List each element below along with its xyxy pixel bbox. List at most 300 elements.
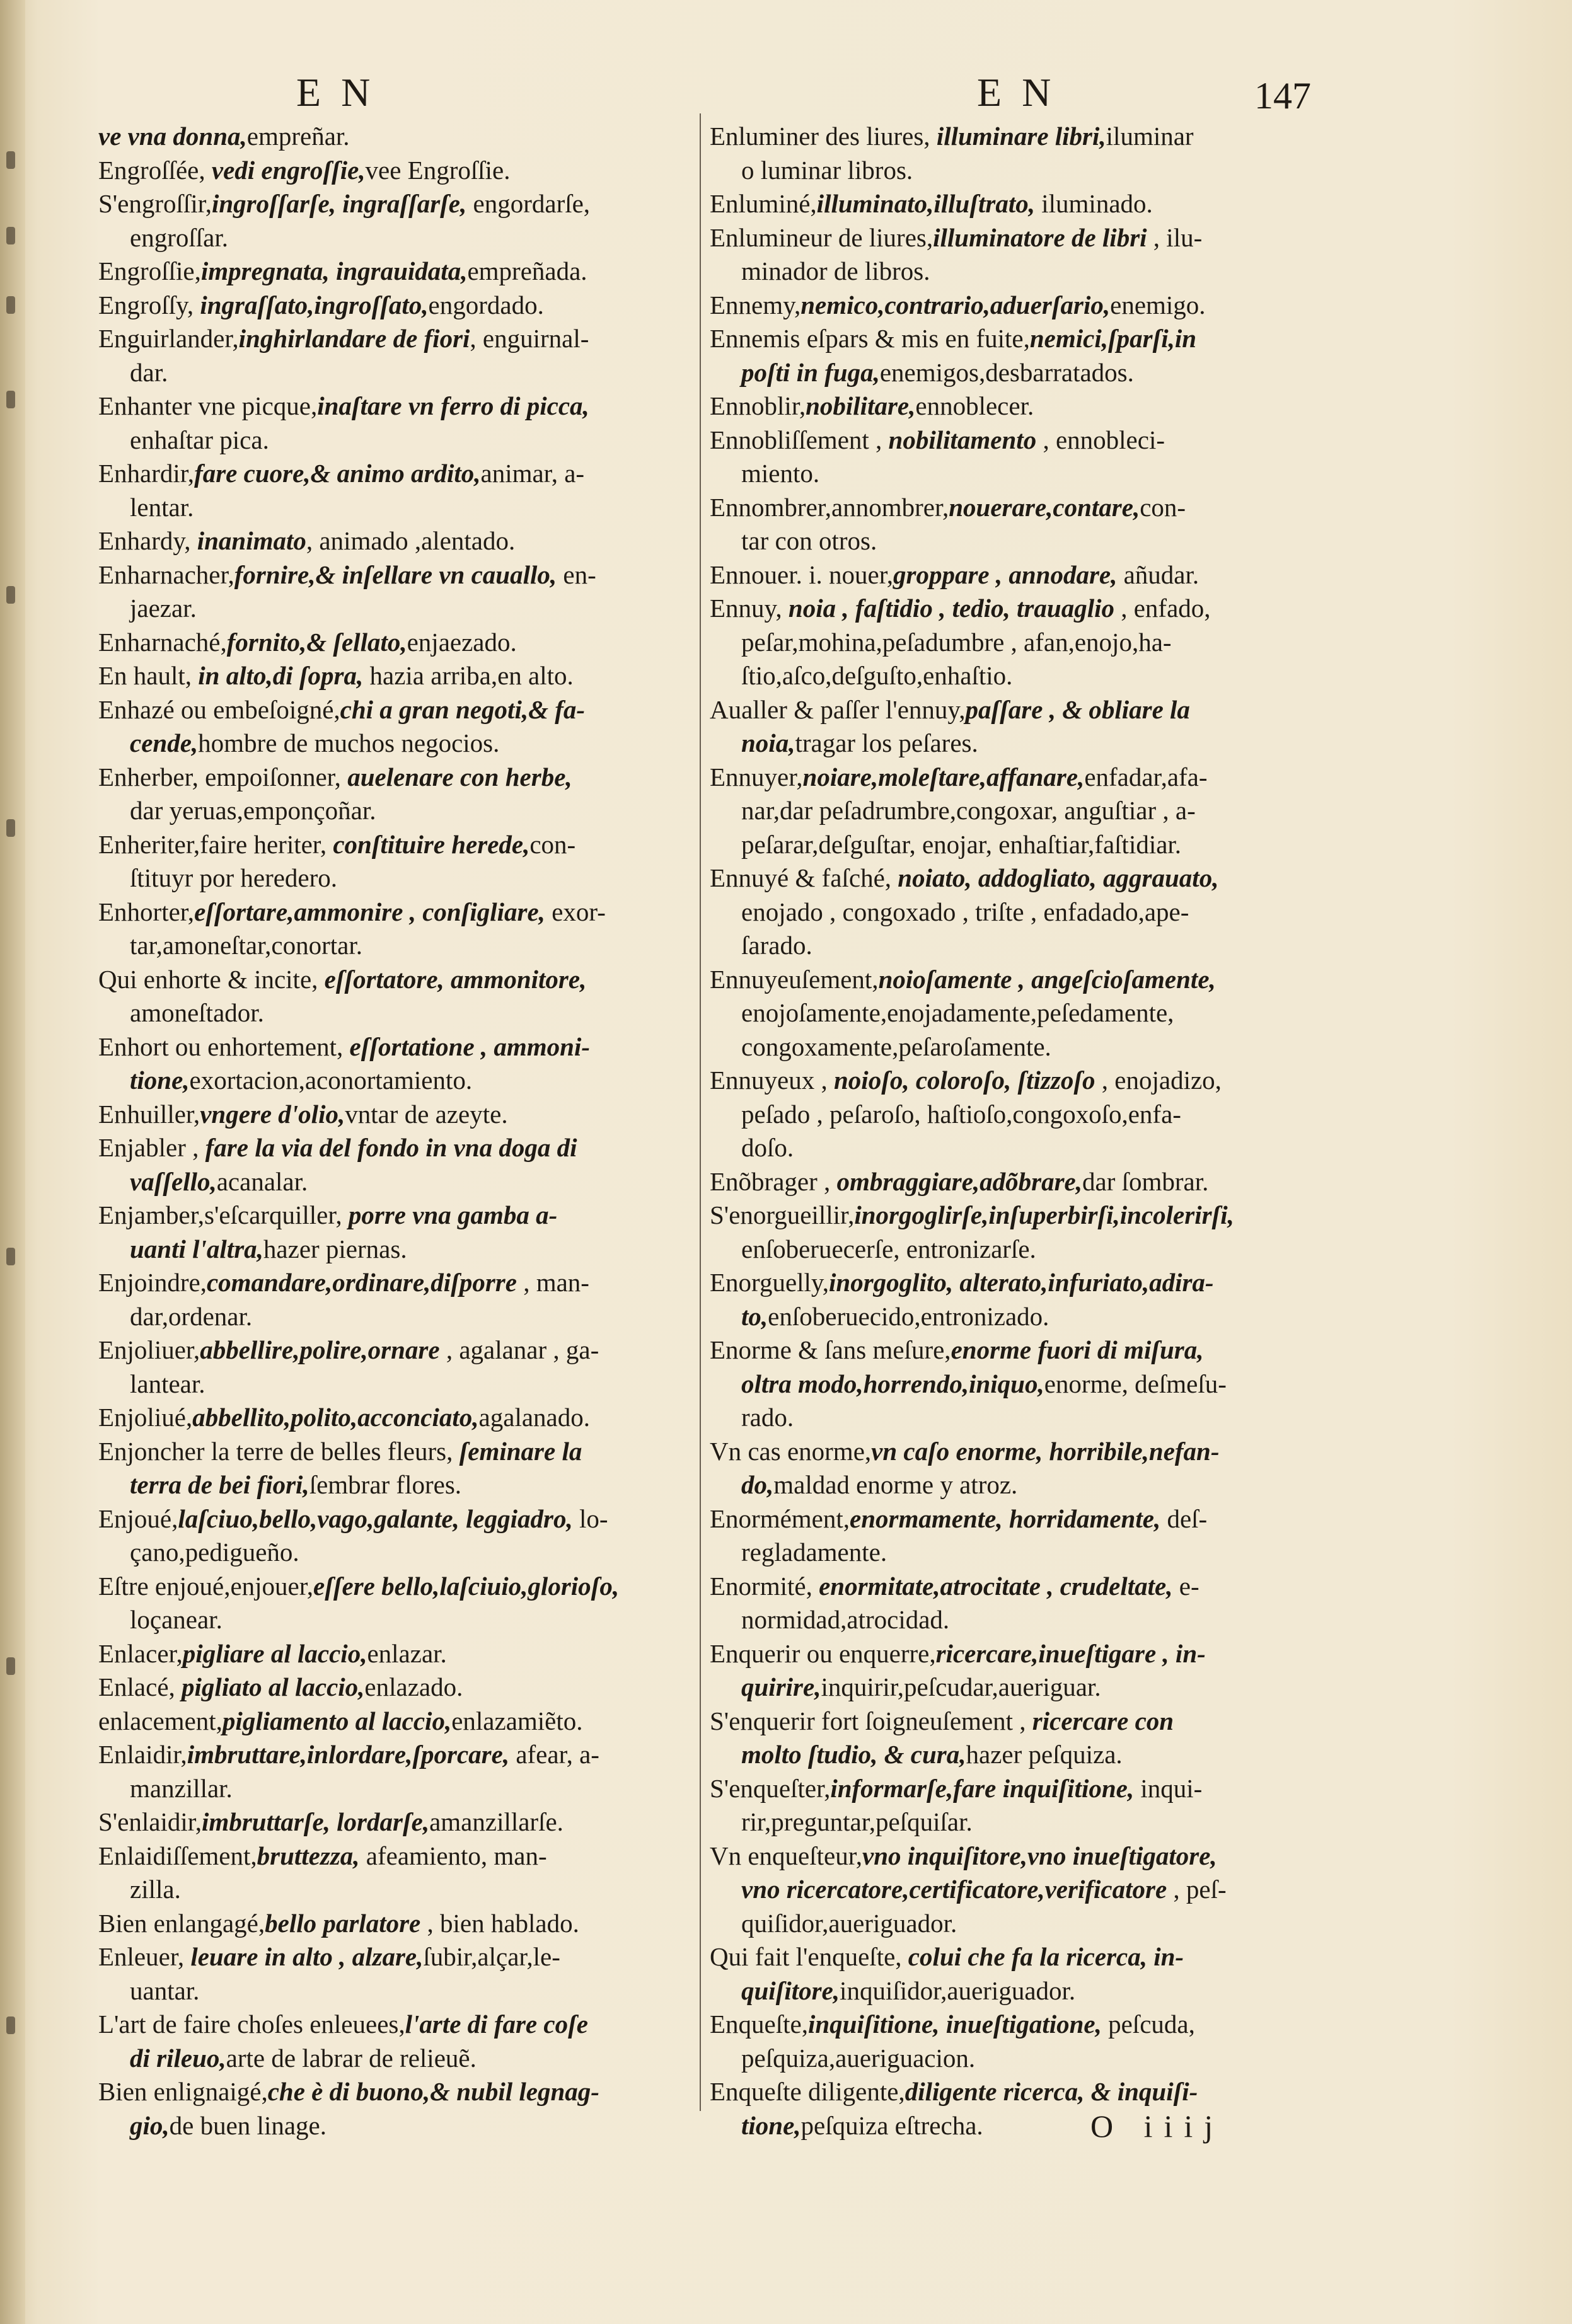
headword-text: ſtio,aſco,deſguſto,enhaſtio.	[741, 661, 1013, 690]
dictionary-line	[98, 1233, 697, 1267]
dictionary-line	[98, 1805, 697, 1839]
italian-gloss: noia,	[741, 728, 795, 757]
headword-text: L'art de faire choſes enleuees,	[98, 2010, 405, 2039]
dictionary-line	[710, 1705, 1315, 1739]
headword-text: Enhardy,	[98, 526, 197, 555]
dictionary-line	[710, 2042, 1315, 2076]
spanish-gloss: inquiſidor,aueriguador.	[840, 1976, 1076, 2005]
headword-text: S'enquerir fort ſoigneuſement ,	[710, 1706, 1032, 1735]
italian-gloss: abbellito,polito,acconciato,	[192, 1403, 479, 1432]
dictionary-line	[98, 491, 697, 525]
headword-text: Enhanter vne picque,	[98, 391, 318, 420]
italian-gloss: eſſere bello,laſciuio,glorioſo,	[313, 1571, 620, 1601]
dictionary-line	[98, 1671, 697, 1705]
italian-gloss: eſſortatione , ammoni-	[349, 1032, 591, 1061]
dictionary-line	[710, 1064, 1315, 1098]
headword-text: Qui enhorte & incite,	[98, 964, 325, 994]
spanish-gloss: peſcuda,	[1101, 2010, 1195, 2039]
dictionary-line	[710, 1131, 1315, 1165]
headword-text: ſtituyr por heredero.	[130, 863, 338, 892]
headword-text: Enquerir ou enquerre,	[710, 1638, 936, 1668]
dictionary-line	[98, 693, 697, 727]
dictionary-line	[710, 963, 1315, 997]
italian-gloss: eſſortatore, ammonitore,	[324, 964, 587, 994]
spanish-gloss: ſembrar flores.	[309, 1470, 462, 1499]
headword-text: tar,amoneſtar,conortar.	[130, 931, 362, 960]
headword-text: doſo.	[741, 1133, 794, 1162]
dictionary-line	[710, 221, 1315, 255]
dictionary-line	[710, 187, 1315, 221]
column-divider	[700, 113, 701, 2111]
dictionary-line	[98, 996, 697, 1030]
dictionary-line	[710, 1300, 1315, 1334]
dictionary-line	[710, 423, 1315, 457]
headword-text: peſado , peſaroſo, haſtioſo,congoxoſo,enfa-	[741, 1099, 1181, 1129]
headword-text: Enormité,	[710, 1571, 819, 1601]
spanish-gloss: hazia arriba,en alto.	[363, 661, 574, 690]
headword-text: Enluminé,	[710, 189, 817, 218]
left-column	[98, 120, 697, 2143]
italian-gloss: informarſe,fare inquiſitione,	[830, 1773, 1135, 1803]
dictionary-line	[98, 1570, 697, 1604]
italian-gloss: conſtituire herede,	[333, 829, 530, 859]
running-header-left: E N	[296, 70, 376, 115]
binding-gutter	[0, 0, 25, 2324]
headword-text: Enjamber,s'eſcarquiller,	[98, 1200, 349, 1229]
headword-text: engroſſar.	[130, 222, 228, 252]
dictionary-line	[710, 1738, 1315, 1772]
dictionary-line	[98, 1603, 697, 1637]
headword-text: Qui fait l'enqueſte,	[710, 1942, 908, 1971]
dictionary-line	[98, 1199, 697, 1233]
dictionary-line	[710, 1165, 1315, 1199]
italian-gloss: leuare in alto , alzare,	[190, 1942, 424, 1971]
headword-text: peſarar,deſguſtar, enojar, enhaſtiar,faſtidiar.	[741, 829, 1182, 859]
italian-gloss: fornire,& inſellare vn cauallo,	[234, 560, 557, 589]
dictionary-line	[98, 1401, 697, 1435]
spanish-gloss: , bien hablado.	[420, 1908, 579, 1938]
italian-gloss: imbruttare,inlordare,ſporcare,	[187, 1740, 510, 1769]
dictionary-line	[98, 1435, 697, 1469]
dictionary-line	[710, 659, 1315, 693]
dictionary-line	[98, 558, 697, 592]
margin-mark	[6, 1248, 15, 1265]
headword-text: Engroſſie,	[98, 256, 201, 285]
headword-text: Ennuyer,	[710, 762, 803, 791]
headword-text: Enluminer des liures,	[710, 122, 937, 151]
italian-gloss: uanti l'altra,	[130, 1234, 263, 1263]
headword-text: o luminar libros.	[741, 155, 913, 185]
italian-gloss: illuminato,illuſtrato,	[816, 189, 1035, 218]
dictionary-line	[710, 1435, 1315, 1469]
italian-gloss: pigliamento al laccio,	[222, 1706, 452, 1735]
signature-mark: O iiij	[1090, 2108, 1225, 2144]
headword-text: Enqueſte,	[710, 2010, 808, 2039]
headword-text: minador de libros.	[741, 256, 930, 285]
headword-text: Enhorter,	[98, 897, 195, 926]
dictionary-line	[98, 322, 697, 356]
headword-text: enojado , congoxado , triſte , enfadado,ape-	[741, 897, 1189, 926]
dictionary-line	[710, 1468, 1315, 1502]
italian-gloss: di rileuo,	[130, 2043, 226, 2073]
spanish-gloss: añudar.	[1117, 560, 1199, 589]
dictionary-line	[710, 2075, 1315, 2109]
headword-text: Enleuer,	[98, 1942, 191, 1971]
italian-gloss: enorme fuori di miſura,	[951, 1335, 1204, 1364]
dictionary-line	[98, 1098, 697, 1132]
headword-text: normidad,atrocidad.	[741, 1605, 950, 1634]
dictionary-line	[98, 761, 697, 795]
spanish-gloss: enlazar.	[367, 1638, 447, 1668]
dictionary-line	[710, 1805, 1315, 1839]
spanish-gloss: enfadar,afa-	[1084, 762, 1208, 791]
headword-text: Enharnacher,	[98, 560, 234, 589]
spanish-gloss: en-	[557, 560, 596, 589]
dictionary-line	[98, 457, 697, 491]
dictionary-line	[98, 2075, 697, 2109]
italian-gloss: fare cuore,& animo ardito,	[194, 459, 481, 488]
headword-text: Vn cas enorme,	[710, 1436, 872, 1466]
italian-gloss: groppare , annodare,	[893, 560, 1118, 589]
dictionary-line	[98, 356, 697, 390]
headword-text: Enõbrager ,	[710, 1166, 837, 1196]
italian-gloss: inorgoglirſe,inſuperbirſi,incolerirſi,	[854, 1200, 1234, 1229]
dictionary-line	[710, 929, 1315, 963]
italian-gloss: fornito,& ſellato,	[226, 627, 407, 657]
dictionary-line	[98, 524, 697, 558]
headword-text: lantear.	[130, 1369, 205, 1398]
dictionary-line	[98, 1974, 697, 2008]
headword-text: uantar.	[130, 1976, 200, 2005]
spanish-gloss: maldad enorme y atroz.	[773, 1470, 1018, 1499]
headword-text: Enlaidiſſement,	[98, 1841, 257, 1870]
spanish-gloss: enemigo.	[1110, 290, 1206, 319]
headword-text: Ennobliſſement ,	[710, 425, 889, 454]
italian-gloss: impregnata, ingrauidata,	[200, 256, 468, 285]
headword-text: miento.	[741, 459, 820, 488]
spanish-gloss: hombre de muchos negocios.	[198, 728, 500, 757]
spanish-gloss: con-	[529, 829, 576, 859]
margin-mark	[6, 151, 15, 169]
italian-gloss: diligente ricerca, & inquiſi-	[904, 2077, 1198, 2106]
dictionary-line	[98, 1738, 697, 1772]
spanish-gloss: amanzillarſe.	[429, 1807, 563, 1836]
dictionary-line	[710, 1536, 1315, 1570]
italian-gloss: quiſitore,	[741, 1976, 840, 2005]
margin-mark	[6, 1657, 15, 1675]
italian-gloss: imbruttarſe, lordarſe,	[202, 1807, 430, 1836]
spanish-gloss: con-	[1140, 492, 1186, 522]
headword-text: rir,preguntar,peſquiſar.	[741, 1807, 973, 1836]
spanish-gloss: enlazamiẽto.	[451, 1706, 583, 1735]
italian-gloss: chi a gran negoti,& fa-	[340, 694, 586, 724]
dictionary-line	[710, 1839, 1315, 1873]
spanish-gloss: lo-	[572, 1504, 608, 1533]
headword-text: Eſtre enjoué,enjouer,	[98, 1571, 314, 1601]
dictionary-line	[710, 1570, 1315, 1604]
dictionary-line	[98, 1772, 697, 1806]
dictionary-line	[710, 761, 1315, 795]
italian-gloss: illuminare libri,	[936, 122, 1106, 151]
italian-gloss: illuminatore de libri	[933, 222, 1147, 252]
dictionary-line	[710, 356, 1315, 390]
headword-text: loçanear.	[130, 1605, 223, 1634]
dictionary-line	[98, 1839, 697, 1873]
dictionary-line	[710, 1367, 1315, 1401]
spanish-gloss: enorme, deſmeſu-	[1044, 1369, 1227, 1398]
dictionary-line	[710, 1772, 1315, 1806]
italian-gloss: laſciuo,bello,vago,galante, leggiadro,	[178, 1504, 573, 1533]
dictionary-line	[710, 996, 1315, 1030]
spanish-gloss: empreñar.	[246, 122, 350, 151]
italian-gloss: oltra modo,horrendo,iniquo,	[741, 1369, 1044, 1398]
headword-text: Ennuyé & faſché,	[710, 863, 898, 892]
spanish-gloss: agalanado.	[478, 1403, 590, 1432]
right-column	[710, 120, 1315, 2143]
spanish-gloss: hazer peſquiza.	[966, 1740, 1123, 1769]
dictionary-line	[98, 1873, 697, 1907]
spanish-gloss: arte de labrar de relieuẽ.	[226, 2043, 477, 2073]
headword-text: Enjoliuer,	[98, 1335, 200, 1364]
dictionary-line	[710, 255, 1315, 289]
headword-text: Enjoué,	[98, 1504, 178, 1533]
italian-gloss: bruttezza,	[257, 1841, 360, 1870]
dictionary-line	[710, 491, 1315, 525]
dictionary-line	[98, 1367, 697, 1401]
headword-text: manzillar.	[130, 1773, 233, 1803]
italian-gloss: inquiſitione, inueſtigatione,	[807, 2010, 1102, 2039]
spanish-gloss: , animado ,alentado.	[306, 526, 516, 555]
dictionary-line	[98, 389, 697, 423]
headword-text: Enjoncher la terre de belles fleurs,	[98, 1436, 459, 1466]
italian-gloss: gio,	[130, 2110, 170, 2140]
spanish-gloss: exortacion,aconortamiento.	[189, 1066, 473, 1095]
dictionary-line	[710, 1637, 1315, 1671]
headword-text: Enlaidir,	[98, 1740, 187, 1769]
headword-text: peſquiza,aueriguacion.	[741, 2043, 976, 2073]
dictionary-line	[710, 1940, 1315, 1974]
dictionary-line	[98, 963, 697, 997]
dictionary-line	[98, 1705, 697, 1739]
dictionary-line	[98, 1468, 697, 1502]
italian-gloss: vedi engroſſie,	[211, 155, 366, 185]
italian-gloss: eſſortare,ammonire , conſigliare,	[194, 897, 545, 926]
headword-text: S'engroſſir,	[98, 189, 212, 218]
headword-text: Bien enlangagé,	[98, 1908, 265, 1938]
italian-gloss: noia , faſtidio , tedio, trauaglio	[788, 594, 1114, 623]
dictionary-line	[98, 1940, 697, 1974]
dictionary-line	[98, 828, 697, 862]
headword-text: amoneſtador.	[130, 998, 264, 1027]
spanish-gloss: hazer piernas.	[263, 1234, 407, 1263]
dictionary-line	[98, 1637, 697, 1671]
italian-gloss: colui che fa la ricerca, in-	[908, 1942, 1184, 1971]
dictionary-line	[710, 1030, 1315, 1064]
spanish-gloss: afear, a-	[509, 1740, 599, 1769]
headword-text: enhaſtar pica.	[130, 425, 269, 454]
dictionary-line	[98, 2109, 697, 2143]
headword-text: tar con otros.	[741, 526, 877, 555]
spanish-gloss: exor-	[545, 897, 606, 926]
italian-gloss: cende,	[130, 728, 199, 757]
headword-text: Ennuy,	[710, 594, 789, 623]
headword-text: Enlumineur de liures,	[710, 222, 933, 252]
spanish-gloss: , enfado,	[1114, 594, 1211, 623]
headword-text: Enorme & ſans meſure,	[710, 1335, 951, 1364]
spanish-gloss: enjaezado.	[407, 627, 517, 657]
spanish-gloss: engordado.	[428, 290, 544, 319]
headword-text: Bien enlignaigé,	[98, 2077, 268, 2106]
spanish-gloss: vee Engroſſie.	[365, 155, 511, 185]
running-header-right: E N	[977, 70, 1056, 115]
headword-text: Vn enqueſteur,	[710, 1841, 862, 1870]
italian-gloss: nobilitamento	[888, 425, 1037, 454]
dictionary-line	[710, 120, 1315, 154]
dictionary-line	[710, 558, 1315, 592]
dictionary-line	[710, 154, 1315, 188]
headword-text: Enhort ou enhortement,	[98, 1032, 350, 1061]
margin-mark	[6, 2016, 15, 2034]
spanish-gloss: peſquiza eſtrecha.	[800, 2110, 983, 2140]
dictionary-line	[98, 929, 697, 963]
headword-text: S'enqueſter,	[710, 1773, 831, 1803]
headword-text: enſoberuecerſe, entronizarſe.	[741, 1234, 1036, 1263]
margin-mark	[6, 227, 15, 244]
dictionary-line	[98, 120, 697, 154]
italian-gloss: tione,	[741, 2110, 801, 2140]
spanish-gloss: tragar los peſares.	[795, 728, 978, 757]
italian-gloss: ingroſſarſe, ingraſſarſe,	[211, 189, 467, 218]
dictionary-line	[98, 1502, 697, 1536]
italian-gloss: pigliare al laccio,	[182, 1638, 367, 1668]
dictionary-line	[98, 255, 697, 289]
italian-gloss: inghirlandare de fiori	[238, 324, 470, 353]
italian-gloss: nouerare,contare,	[949, 492, 1140, 522]
spanish-gloss: deſ-	[1160, 1504, 1208, 1533]
dictionary-line	[98, 1131, 697, 1165]
headword-text: zilla.	[130, 1875, 181, 1904]
headword-text: quiſidor,aueriguador.	[741, 1908, 957, 1938]
dictionary-line	[710, 1873, 1315, 1907]
headword-text: Enhuiller,	[98, 1099, 200, 1129]
dictionary-line	[710, 626, 1315, 660]
dictionary-line	[710, 1603, 1315, 1637]
dictionary-line	[98, 1333, 697, 1367]
dictionary-line	[98, 154, 697, 188]
spanish-gloss: e-	[1172, 1571, 1199, 1601]
italian-gloss: to,	[741, 1301, 768, 1331]
dictionary-line	[710, 1974, 1315, 2008]
dictionary-line	[710, 1199, 1315, 1233]
spanish-gloss: iluminado.	[1035, 189, 1153, 218]
italian-gloss: vno ricercatore,certificatore,verificatore	[741, 1875, 1167, 1904]
dictionary-line	[710, 1098, 1315, 1132]
dictionary-line	[98, 1030, 697, 1064]
italian-gloss: ve vna donna,	[98, 122, 247, 151]
italian-gloss: vaſſello,	[130, 1166, 217, 1196]
dictionary-line	[710, 1502, 1315, 1536]
italian-gloss: bello parlatore	[265, 1908, 421, 1938]
headword-text: Engroſſy,	[98, 290, 200, 319]
headword-text: Enheriter,faire heriter,	[98, 829, 333, 859]
dictionary-line	[98, 861, 697, 895]
italian-gloss: inanimato	[197, 526, 306, 555]
italian-gloss: molto ſtudio, & cura,	[741, 1740, 966, 1769]
dictionary-line	[98, 659, 697, 693]
italian-gloss: quirire,	[741, 1672, 821, 1701]
dictionary-line	[98, 2008, 697, 2042]
dictionary-line	[710, 727, 1315, 761]
headword-text: Ennemy,	[710, 290, 801, 319]
spanish-gloss: empreñada.	[467, 256, 587, 285]
italian-gloss: che è di buono,& nubil legnag-	[267, 2077, 599, 2106]
headword-text: Enhazé ou embeſoigné,	[98, 694, 340, 724]
dictionary-line	[98, 1064, 697, 1098]
headword-text: Ennuyeuſement,	[710, 964, 879, 994]
margin-mark	[6, 819, 15, 837]
dictionary-line	[98, 592, 697, 626]
headword-text: rado.	[741, 1403, 794, 1432]
headword-text: Ennouer. i. nouer,	[710, 560, 893, 589]
headword-text: Aualler & paſſer l'ennuy,	[710, 694, 966, 724]
spanish-gloss: afeamiento, man-	[359, 1841, 547, 1870]
spanish-gloss: animar, a-	[480, 459, 585, 488]
dictionary-line	[710, 828, 1315, 862]
headword-text: Enharnaché,	[98, 627, 227, 657]
headword-text: lentar.	[130, 492, 194, 522]
dictionary-line	[710, 389, 1315, 423]
dictionary-line	[98, 187, 697, 221]
headword-text: çano,pedigueño.	[130, 1538, 299, 1567]
headword-text: regladamente.	[741, 1538, 887, 1567]
italian-gloss: comandare,ordinare,diſporre	[206, 1268, 517, 1297]
spanish-gloss: , ilu-	[1147, 222, 1203, 252]
italian-gloss: inaſtare vn ferro di picca,	[317, 391, 589, 420]
dictionary-line	[710, 1907, 1315, 1941]
headword-text: dar.	[130, 357, 168, 387]
margin-mark	[6, 586, 15, 604]
headword-text: congoxamente,peſaroſamente.	[741, 1032, 1051, 1061]
italian-gloss: poſti in fuga,	[741, 357, 880, 387]
headword-text: Engroſſée,	[98, 155, 212, 185]
italian-gloss: enormitate,atrocitate , crudeltate,	[819, 1571, 1173, 1601]
headword-text: S'enorgueillir,	[710, 1200, 855, 1229]
headword-text: Enlacer,	[98, 1638, 183, 1668]
italian-gloss: ricercare,inueſtigare , in-	[935, 1638, 1206, 1668]
spanish-gloss: inqui-	[1134, 1773, 1203, 1803]
italian-gloss: noiato, addogliato, aggrauato,	[898, 863, 1219, 892]
italian-gloss: nemico,contrario,aduerſario,	[800, 290, 1111, 319]
spanish-gloss: vntar de azeyte.	[345, 1099, 508, 1129]
dictionary-line	[710, 1233, 1315, 1267]
italian-gloss: noioſo, coloroſo, ſtizzoſo	[834, 1066, 1095, 1095]
dictionary-line	[98, 289, 697, 323]
headword-text: En hault,	[98, 661, 199, 690]
dictionary-line	[710, 2008, 1315, 2042]
italian-gloss: in alto,di ſopra,	[198, 661, 364, 690]
italian-gloss: ricercare con	[1032, 1706, 1174, 1735]
dictionary-line	[710, 289, 1315, 323]
spanish-gloss: acanalar.	[216, 1166, 308, 1196]
headword-text: Enjoliué,	[98, 1403, 193, 1432]
dictionary-line	[710, 524, 1315, 558]
italian-gloss: nobilitare,	[806, 391, 916, 420]
dictionary-line	[710, 1333, 1315, 1367]
italian-gloss: enormamente, horridamente,	[850, 1504, 1161, 1533]
spanish-gloss: , peſ-	[1167, 1875, 1227, 1904]
spanish-gloss: , man-	[516, 1268, 589, 1297]
italian-gloss: abbellire,polire,ornare	[200, 1335, 440, 1364]
